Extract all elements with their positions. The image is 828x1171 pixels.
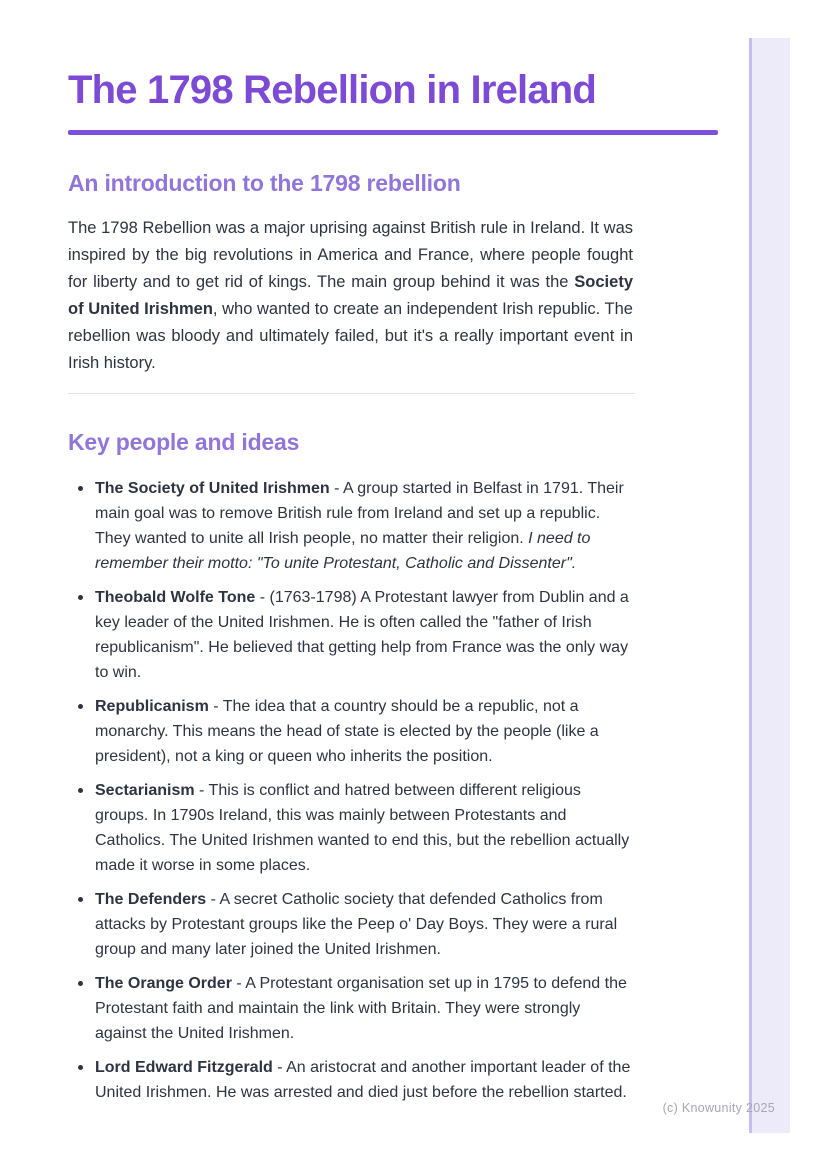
bold-text-run: Society of United Irishmen [68, 273, 633, 318]
key-people-list-item [68, 585, 633, 685]
text-run: - A Protestant organisation set up in 1795 to defend the Protestant faith and maintain the link with Britain. They were strongly against the United Irishmen. [95, 975, 627, 1042]
text-run: The 1798 Rebellion was a major uprising against British rule in Ireland. It was inspired by the big revolutions in America and France, where people fought for liberty and to get rid of kings. The main group behind it was the [68, 219, 633, 291]
bold-text-run: The Defenders [95, 891, 207, 908]
bold-text-run: Sectarianism [95, 782, 195, 799]
text-run: - A group started in Belfast in 1791. Their main goal was to remove British rule from Ireland and set up a republic. They wanted to unite all Irish people, no matter their religion. [95, 480, 624, 547]
text-run: - A secret Catholic society that defended Catholics from attacks by Protestant groups like the Peep o' Day Boys. They were a rural group and many later joined the United Irishmen. [95, 891, 618, 958]
content-column [68, 0, 633, 1114]
intro-section [68, 170, 633, 377]
key-people-section [68, 429, 633, 1105]
bold-text-run: Theobald Wolfe Tone [95, 589, 256, 606]
intro-paragraph [68, 215, 633, 377]
title-underline-rule [68, 130, 718, 135]
key-people-list-item [68, 694, 633, 769]
section-divider [68, 393, 635, 394]
text-run: - (1763-1798) A Protestant lawyer from Dublin and a key leader of the United Irishmen. He is often called the "father of Irish republicanism". He believed that getting help from France was the only way to win. [95, 589, 629, 681]
bold-text-run: Lord Edward Fitzgerald [95, 1059, 273, 1076]
page-edge-stripe [749, 38, 790, 1133]
key-people-list [68, 476, 633, 1105]
copyright-credit: (c) Knowunity 2025 [662, 1101, 775, 1115]
intro-section-heading: An introduction to the 1798 rebellion [68, 170, 461, 196]
key-people-list-item [68, 971, 633, 1046]
key-people-list-item [68, 778, 633, 878]
text-run: - An aristocrat and another important leader of the United Irishmen. He was arrested and died just before the rebellion started. [95, 1059, 631, 1101]
key-people-heading: Key people and ideas [68, 429, 300, 455]
bold-text-run: Republicanism [95, 698, 209, 715]
text-run: - The idea that a country should be a republic, not a monarchy. This means the head of state is elected by the people (like a president), not a king or queen who inherits the position. [95, 698, 599, 765]
bold-text-run: The Orange Order [95, 975, 232, 992]
key-people-list-item [68, 1055, 633, 1105]
bold-text-run: The Society of United Irishmen [95, 480, 330, 497]
key-people-list-item [68, 887, 633, 962]
page-title: The 1798 Rebellion in Ireland [68, 68, 597, 112]
text-run: - This is conflict and hatred between different religious groups. In 1790s Ireland, this was mainly between Protestants and Catholics. The United Irishmen wanted to end this, but the rebellion actually made it worse in some places. [95, 782, 630, 874]
text-run: , who wanted to create an independent Irish republic. The rebellion was bloody and ultimately failed, but it's a really important event in Irish history. [68, 300, 633, 372]
key-people-list-item [68, 476, 633, 576]
italic-text-run: I need to remember their motto: "To unite Protestant, Catholic and Dissenter". [95, 530, 591, 572]
